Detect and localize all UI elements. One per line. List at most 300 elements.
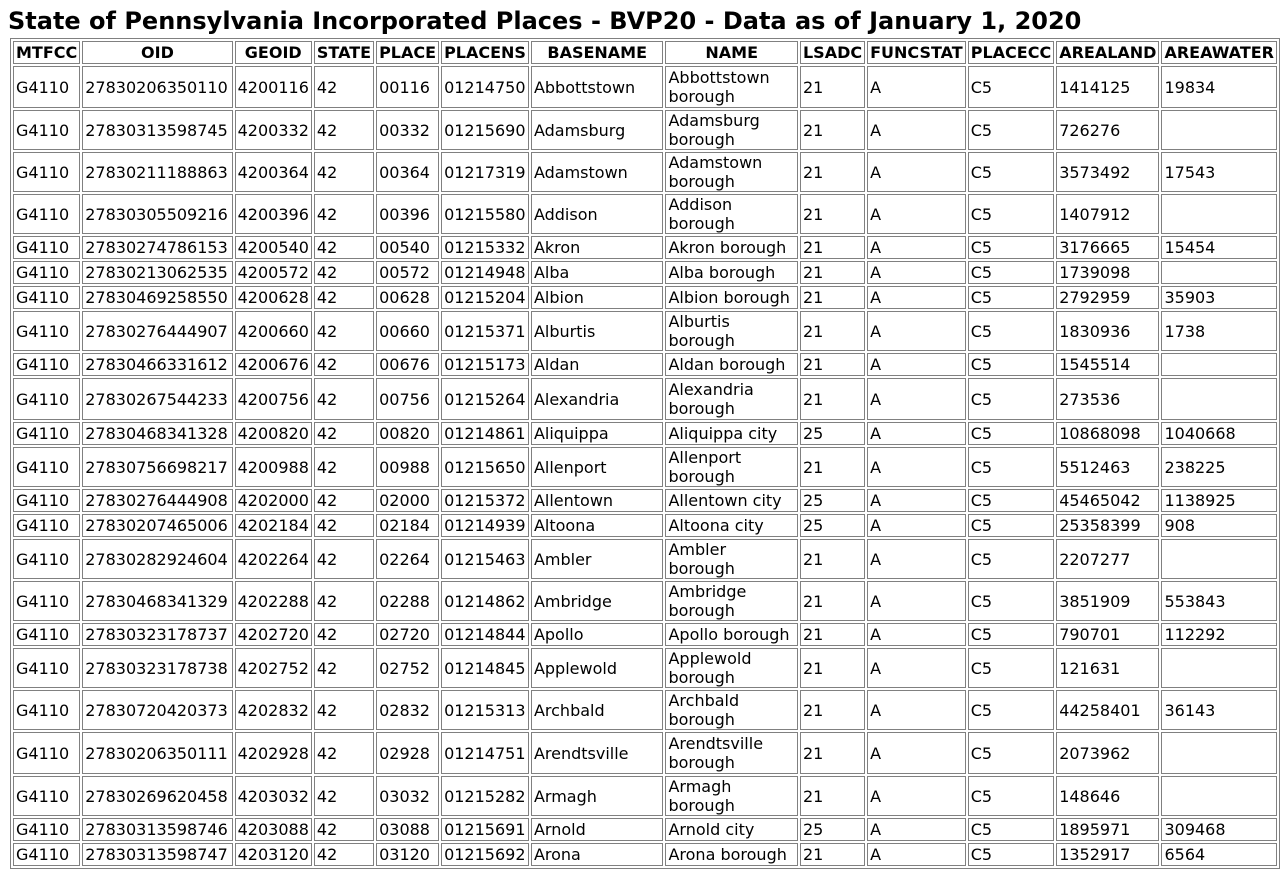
cell-basename: Aliquippa bbox=[531, 422, 664, 445]
cell-geoid: 4200332 bbox=[235, 110, 312, 150]
cell-basename: Apollo bbox=[531, 623, 664, 646]
cell-basename: Armagh bbox=[531, 776, 664, 816]
cell-geoid: 4200660 bbox=[235, 311, 312, 351]
cell-oid: 27830468341329 bbox=[82, 581, 232, 621]
cell-areawater bbox=[1161, 776, 1277, 816]
cell-oid: 27830313598745 bbox=[82, 110, 232, 150]
cell-oid: 27830468341328 bbox=[82, 422, 232, 445]
cell-state: 42 bbox=[314, 623, 374, 646]
cell-place: 00628 bbox=[376, 286, 439, 309]
cell-lsadc: 21 bbox=[800, 623, 865, 646]
cell-placens: 01214861 bbox=[441, 422, 529, 445]
cell-placens: 01215650 bbox=[441, 447, 529, 487]
cell-basename: Applewold bbox=[531, 648, 664, 688]
cell-placecc: C5 bbox=[968, 514, 1054, 537]
cell-funcstat: A bbox=[867, 261, 966, 284]
cell-placecc: C5 bbox=[968, 378, 1054, 420]
cell-basename: Arnold bbox=[531, 818, 664, 841]
cell-placecc: C5 bbox=[968, 353, 1054, 376]
cell-oid: 27830282924604 bbox=[82, 539, 232, 579]
cell-name: Arendtsville borough bbox=[665, 732, 798, 774]
cell-basename: Akron bbox=[531, 236, 664, 259]
cell-place: 02000 bbox=[376, 489, 439, 512]
cell-placens: 01215692 bbox=[441, 843, 529, 866]
cell-state: 42 bbox=[314, 818, 374, 841]
cell-funcstat: A bbox=[867, 539, 966, 579]
cell-place: 03088 bbox=[376, 818, 439, 841]
cell-areawater: 6564 bbox=[1161, 843, 1277, 866]
cell-state: 42 bbox=[314, 489, 374, 512]
cell-state: 42 bbox=[314, 447, 374, 487]
column-header-placecc: PLACECC bbox=[968, 41, 1054, 64]
cell-placens: 01214948 bbox=[441, 261, 529, 284]
cell-mtfcc: G4110 bbox=[13, 286, 80, 309]
cell-geoid: 4200116 bbox=[235, 66, 312, 108]
column-header-lsadc: LSADC bbox=[800, 41, 865, 64]
cell-place: 00676 bbox=[376, 353, 439, 376]
cell-name: Armagh borough bbox=[665, 776, 798, 816]
table-row bbox=[13, 447, 1277, 487]
cell-funcstat: A bbox=[867, 514, 966, 537]
cell-geoid: 4202288 bbox=[235, 581, 312, 621]
cell-oid: 27830206350111 bbox=[82, 732, 232, 774]
cell-geoid: 4203088 bbox=[235, 818, 312, 841]
cell-place: 03032 bbox=[376, 776, 439, 816]
cell-lsadc: 21 bbox=[800, 66, 865, 108]
cell-place: 00396 bbox=[376, 194, 439, 234]
cell-areawater: 908 bbox=[1161, 514, 1277, 537]
cell-funcstat: A bbox=[867, 732, 966, 774]
cell-placecc: C5 bbox=[968, 581, 1054, 621]
cell-lsadc: 21 bbox=[800, 236, 865, 259]
cell-lsadc: 25 bbox=[800, 422, 865, 445]
cell-geoid: 4200988 bbox=[235, 447, 312, 487]
cell-name: Allenport borough bbox=[665, 447, 798, 487]
places-table-container bbox=[10, 38, 1280, 869]
cell-placecc: C5 bbox=[968, 489, 1054, 512]
cell-funcstat: A bbox=[867, 110, 966, 150]
cell-funcstat: A bbox=[867, 286, 966, 309]
cell-areawater: 35903 bbox=[1161, 286, 1277, 309]
cell-oid: 27830323178738 bbox=[82, 648, 232, 688]
cell-name: Albion borough bbox=[665, 286, 798, 309]
cell-areawater: 1738 bbox=[1161, 311, 1277, 351]
cell-placens: 01215463 bbox=[441, 539, 529, 579]
cell-lsadc: 21 bbox=[800, 690, 865, 730]
cell-areawater: 553843 bbox=[1161, 581, 1277, 621]
cell-funcstat: A bbox=[867, 818, 966, 841]
cell-basename: Arendtsville bbox=[531, 732, 664, 774]
cell-basename: Ambler bbox=[531, 539, 664, 579]
cell-funcstat: A bbox=[867, 843, 966, 866]
cell-areawater: 238225 bbox=[1161, 447, 1277, 487]
cell-placecc: C5 bbox=[968, 447, 1054, 487]
cell-areawater bbox=[1161, 648, 1277, 688]
cell-state: 42 bbox=[314, 581, 374, 621]
cell-name: Alba borough bbox=[665, 261, 798, 284]
cell-areawater bbox=[1161, 378, 1277, 420]
cell-arealand: 25358399 bbox=[1056, 514, 1159, 537]
cell-geoid: 4202928 bbox=[235, 732, 312, 774]
header-row bbox=[13, 41, 1277, 64]
cell-name: Allentown city bbox=[665, 489, 798, 512]
cell-place: 02832 bbox=[376, 690, 439, 730]
cell-basename: Adamstown bbox=[531, 152, 664, 192]
cell-lsadc: 21 bbox=[800, 261, 865, 284]
cell-name: Adamstown borough bbox=[665, 152, 798, 192]
cell-basename: Abbottstown bbox=[531, 66, 664, 108]
cell-mtfcc: G4110 bbox=[13, 489, 80, 512]
cell-place: 00660 bbox=[376, 311, 439, 351]
cell-state: 42 bbox=[314, 648, 374, 688]
cell-placens: 01215282 bbox=[441, 776, 529, 816]
cell-areawater: 19834 bbox=[1161, 66, 1277, 108]
cell-lsadc: 21 bbox=[800, 539, 865, 579]
cell-areawater: 1138925 bbox=[1161, 489, 1277, 512]
cell-placens: 01215332 bbox=[441, 236, 529, 259]
cell-place: 00364 bbox=[376, 152, 439, 192]
cell-placens: 01215264 bbox=[441, 378, 529, 420]
cell-name: Akron borough bbox=[665, 236, 798, 259]
cell-oid: 27830469258550 bbox=[82, 286, 232, 309]
cell-areawater: 15454 bbox=[1161, 236, 1277, 259]
cell-lsadc: 21 bbox=[800, 353, 865, 376]
cell-place: 02184 bbox=[376, 514, 439, 537]
cell-state: 42 bbox=[314, 152, 374, 192]
cell-mtfcc: G4110 bbox=[13, 843, 80, 866]
cell-funcstat: A bbox=[867, 447, 966, 487]
cell-place: 00820 bbox=[376, 422, 439, 445]
cell-state: 42 bbox=[314, 690, 374, 730]
cell-arealand: 45465042 bbox=[1056, 489, 1159, 512]
cell-mtfcc: G4110 bbox=[13, 648, 80, 688]
cell-arealand: 790701 bbox=[1056, 623, 1159, 646]
table-row bbox=[13, 261, 1277, 284]
cell-name: Archbald borough bbox=[665, 690, 798, 730]
table-row bbox=[13, 489, 1277, 512]
cell-geoid: 4203032 bbox=[235, 776, 312, 816]
cell-mtfcc: G4110 bbox=[13, 514, 80, 537]
cell-funcstat: A bbox=[867, 690, 966, 730]
cell-placecc: C5 bbox=[968, 648, 1054, 688]
cell-geoid: 4200540 bbox=[235, 236, 312, 259]
cell-placecc: C5 bbox=[968, 843, 1054, 866]
cell-placens: 01215173 bbox=[441, 353, 529, 376]
cell-mtfcc: G4110 bbox=[13, 623, 80, 646]
table-row bbox=[13, 818, 1277, 841]
column-header-placens: PLACENS bbox=[441, 41, 529, 64]
places-table bbox=[10, 38, 1280, 869]
cell-basename: Ambridge bbox=[531, 581, 664, 621]
cell-arealand: 3851909 bbox=[1056, 581, 1159, 621]
table-row bbox=[13, 286, 1277, 309]
cell-oid: 27830211188863 bbox=[82, 152, 232, 192]
cell-placecc: C5 bbox=[968, 539, 1054, 579]
cell-funcstat: A bbox=[867, 311, 966, 351]
cell-funcstat: A bbox=[867, 152, 966, 192]
cell-place: 02720 bbox=[376, 623, 439, 646]
cell-placecc: C5 bbox=[968, 422, 1054, 445]
cell-state: 42 bbox=[314, 378, 374, 420]
cell-geoid: 4202752 bbox=[235, 648, 312, 688]
cell-geoid: 4200756 bbox=[235, 378, 312, 420]
cell-lsadc: 21 bbox=[800, 378, 865, 420]
cell-placecc: C5 bbox=[968, 818, 1054, 841]
column-header-oid: OID bbox=[82, 41, 232, 64]
cell-placecc: C5 bbox=[968, 261, 1054, 284]
cell-lsadc: 21 bbox=[800, 311, 865, 351]
table-row bbox=[13, 66, 1277, 108]
cell-arealand: 1895971 bbox=[1056, 818, 1159, 841]
cell-placens: 01215204 bbox=[441, 286, 529, 309]
cell-basename: Allenport bbox=[531, 447, 664, 487]
cell-geoid: 4200628 bbox=[235, 286, 312, 309]
cell-oid: 27830206350110 bbox=[82, 66, 232, 108]
cell-place: 00572 bbox=[376, 261, 439, 284]
cell-mtfcc: G4110 bbox=[13, 194, 80, 234]
cell-areawater: 36143 bbox=[1161, 690, 1277, 730]
cell-arealand: 2207277 bbox=[1056, 539, 1159, 579]
table-row bbox=[13, 422, 1277, 445]
cell-geoid: 4202720 bbox=[235, 623, 312, 646]
cell-funcstat: A bbox=[867, 648, 966, 688]
cell-mtfcc: G4110 bbox=[13, 110, 80, 150]
cell-lsadc: 21 bbox=[800, 447, 865, 487]
cell-lsadc: 25 bbox=[800, 818, 865, 841]
cell-state: 42 bbox=[314, 539, 374, 579]
cell-mtfcc: G4110 bbox=[13, 690, 80, 730]
cell-funcstat: A bbox=[867, 66, 966, 108]
cell-funcstat: A bbox=[867, 378, 966, 420]
table-row bbox=[13, 539, 1277, 579]
cell-state: 42 bbox=[314, 110, 374, 150]
cell-name: Adamsburg borough bbox=[665, 110, 798, 150]
column-header-place: PLACE bbox=[376, 41, 439, 64]
cell-funcstat: A bbox=[867, 236, 966, 259]
cell-oid: 27830207465006 bbox=[82, 514, 232, 537]
cell-arealand: 121631 bbox=[1056, 648, 1159, 688]
cell-lsadc: 21 bbox=[800, 732, 865, 774]
table-body bbox=[13, 66, 1277, 866]
page-title: State of Pennsylvania Incorporated Places - BVP20 - Data as of January 1, 2020 bbox=[8, 7, 1082, 35]
cell-mtfcc: G4110 bbox=[13, 447, 80, 487]
cell-name: Alburtis borough bbox=[665, 311, 798, 351]
cell-oid: 27830313598747 bbox=[82, 843, 232, 866]
table-row bbox=[13, 776, 1277, 816]
cell-arealand: 1545514 bbox=[1056, 353, 1159, 376]
cell-placens: 01215371 bbox=[441, 311, 529, 351]
cell-placecc: C5 bbox=[968, 152, 1054, 192]
cell-basename: Alexandria bbox=[531, 378, 664, 420]
cell-geoid: 4202832 bbox=[235, 690, 312, 730]
cell-name: Aliquippa city bbox=[665, 422, 798, 445]
cell-placens: 01214845 bbox=[441, 648, 529, 688]
cell-lsadc: 21 bbox=[800, 581, 865, 621]
cell-mtfcc: G4110 bbox=[13, 581, 80, 621]
cell-placens: 01214750 bbox=[441, 66, 529, 108]
cell-placecc: C5 bbox=[968, 776, 1054, 816]
cell-lsadc: 25 bbox=[800, 514, 865, 537]
table-row bbox=[13, 514, 1277, 537]
cell-state: 42 bbox=[314, 286, 374, 309]
cell-placecc: C5 bbox=[968, 623, 1054, 646]
cell-lsadc: 25 bbox=[800, 489, 865, 512]
cell-placecc: C5 bbox=[968, 732, 1054, 774]
table-row bbox=[13, 690, 1277, 730]
cell-areawater bbox=[1161, 539, 1277, 579]
cell-mtfcc: G4110 bbox=[13, 776, 80, 816]
cell-lsadc: 21 bbox=[800, 110, 865, 150]
cell-geoid: 4200572 bbox=[235, 261, 312, 284]
cell-geoid: 4200820 bbox=[235, 422, 312, 445]
cell-arealand: 273536 bbox=[1056, 378, 1159, 420]
cell-place: 02288 bbox=[376, 581, 439, 621]
cell-name: Apollo borough bbox=[665, 623, 798, 646]
cell-placens: 01215372 bbox=[441, 489, 529, 512]
cell-name: Abbottstown borough bbox=[665, 66, 798, 108]
cell-placecc: C5 bbox=[968, 194, 1054, 234]
cell-oid: 27830466331612 bbox=[82, 353, 232, 376]
cell-oid: 27830720420373 bbox=[82, 690, 232, 730]
column-header-basename: BASENAME bbox=[531, 41, 664, 64]
cell-areawater bbox=[1161, 110, 1277, 150]
cell-mtfcc: G4110 bbox=[13, 353, 80, 376]
cell-mtfcc: G4110 bbox=[13, 732, 80, 774]
cell-oid: 27830274786153 bbox=[82, 236, 232, 259]
cell-name: Alexandria borough bbox=[665, 378, 798, 420]
table-row bbox=[13, 843, 1277, 866]
cell-placecc: C5 bbox=[968, 236, 1054, 259]
cell-placecc: C5 bbox=[968, 690, 1054, 730]
cell-geoid: 4200364 bbox=[235, 152, 312, 192]
cell-name: Ambridge borough bbox=[665, 581, 798, 621]
cell-mtfcc: G4110 bbox=[13, 152, 80, 192]
cell-oid: 27830267544233 bbox=[82, 378, 232, 420]
cell-placens: 01215690 bbox=[441, 110, 529, 150]
table-row bbox=[13, 311, 1277, 351]
cell-state: 42 bbox=[314, 66, 374, 108]
cell-oid: 27830756698217 bbox=[82, 447, 232, 487]
cell-funcstat: A bbox=[867, 353, 966, 376]
cell-name: Altoona city bbox=[665, 514, 798, 537]
cell-funcstat: A bbox=[867, 776, 966, 816]
cell-oid: 27830323178737 bbox=[82, 623, 232, 646]
cell-arealand: 148646 bbox=[1056, 776, 1159, 816]
cell-basename: Alba bbox=[531, 261, 664, 284]
cell-name: Aldan borough bbox=[665, 353, 798, 376]
column-header-areawater: AREAWATER bbox=[1161, 41, 1277, 64]
cell-arealand: 10868098 bbox=[1056, 422, 1159, 445]
cell-arealand: 2792959 bbox=[1056, 286, 1159, 309]
cell-state: 42 bbox=[314, 843, 374, 866]
cell-placens: 01217319 bbox=[441, 152, 529, 192]
cell-mtfcc: G4110 bbox=[13, 311, 80, 351]
cell-state: 42 bbox=[314, 776, 374, 816]
cell-place: 03120 bbox=[376, 843, 439, 866]
cell-place: 02264 bbox=[376, 539, 439, 579]
cell-basename: Alburtis bbox=[531, 311, 664, 351]
cell-state: 42 bbox=[314, 732, 374, 774]
cell-arealand: 1739098 bbox=[1056, 261, 1159, 284]
cell-state: 42 bbox=[314, 514, 374, 537]
column-header-name: NAME bbox=[665, 41, 798, 64]
cell-name: Arnold city bbox=[665, 818, 798, 841]
cell-mtfcc: G4110 bbox=[13, 539, 80, 579]
cell-areawater: 17543 bbox=[1161, 152, 1277, 192]
cell-place: 00332 bbox=[376, 110, 439, 150]
cell-state: 42 bbox=[314, 261, 374, 284]
cell-arealand: 3176665 bbox=[1056, 236, 1159, 259]
cell-basename: Allentown bbox=[531, 489, 664, 512]
cell-arealand: 1414125 bbox=[1056, 66, 1159, 108]
cell-areawater bbox=[1161, 732, 1277, 774]
cell-areawater bbox=[1161, 261, 1277, 284]
cell-basename: Archbald bbox=[531, 690, 664, 730]
cell-name: Addison borough bbox=[665, 194, 798, 234]
cell-place: 00116 bbox=[376, 66, 439, 108]
cell-geoid: 4200396 bbox=[235, 194, 312, 234]
cell-areawater bbox=[1161, 353, 1277, 376]
cell-areawater: 1040668 bbox=[1161, 422, 1277, 445]
cell-state: 42 bbox=[314, 236, 374, 259]
cell-name: Ambler borough bbox=[665, 539, 798, 579]
cell-geoid: 4202264 bbox=[235, 539, 312, 579]
cell-lsadc: 21 bbox=[800, 152, 865, 192]
cell-placens: 01214939 bbox=[441, 514, 529, 537]
table-header bbox=[13, 41, 1277, 64]
table-row bbox=[13, 378, 1277, 420]
cell-areawater bbox=[1161, 194, 1277, 234]
cell-mtfcc: G4110 bbox=[13, 422, 80, 445]
cell-areawater: 309468 bbox=[1161, 818, 1277, 841]
cell-arealand: 1352917 bbox=[1056, 843, 1159, 866]
cell-placens: 01215313 bbox=[441, 690, 529, 730]
column-header-geoid: GEOID bbox=[235, 41, 312, 64]
column-header-mtfcc: MTFCC bbox=[13, 41, 80, 64]
cell-state: 42 bbox=[314, 422, 374, 445]
cell-basename: Aldan bbox=[531, 353, 664, 376]
cell-state: 42 bbox=[314, 194, 374, 234]
cell-oid: 27830269620458 bbox=[82, 776, 232, 816]
cell-place: 00540 bbox=[376, 236, 439, 259]
cell-basename: Arona bbox=[531, 843, 664, 866]
table-row bbox=[13, 623, 1277, 646]
table-row bbox=[13, 152, 1277, 192]
cell-place: 00756 bbox=[376, 378, 439, 420]
cell-mtfcc: G4110 bbox=[13, 236, 80, 259]
cell-placecc: C5 bbox=[968, 66, 1054, 108]
table-row bbox=[13, 236, 1277, 259]
cell-state: 42 bbox=[314, 353, 374, 376]
cell-arealand: 2073962 bbox=[1056, 732, 1159, 774]
cell-oid: 27830313598746 bbox=[82, 818, 232, 841]
cell-basename: Addison bbox=[531, 194, 664, 234]
cell-arealand: 726276 bbox=[1056, 110, 1159, 150]
cell-basename: Altoona bbox=[531, 514, 664, 537]
table-row bbox=[13, 732, 1277, 774]
cell-mtfcc: G4110 bbox=[13, 818, 80, 841]
cell-name: Arona borough bbox=[665, 843, 798, 866]
cell-lsadc: 21 bbox=[800, 648, 865, 688]
cell-placens: 01215580 bbox=[441, 194, 529, 234]
cell-oid: 27830213062535 bbox=[82, 261, 232, 284]
column-header-funcstat: FUNCSTAT bbox=[867, 41, 966, 64]
cell-arealand: 1830936 bbox=[1056, 311, 1159, 351]
column-header-arealand: AREALAND bbox=[1056, 41, 1159, 64]
cell-lsadc: 21 bbox=[800, 776, 865, 816]
cell-arealand: 5512463 bbox=[1056, 447, 1159, 487]
table-row bbox=[13, 110, 1277, 150]
